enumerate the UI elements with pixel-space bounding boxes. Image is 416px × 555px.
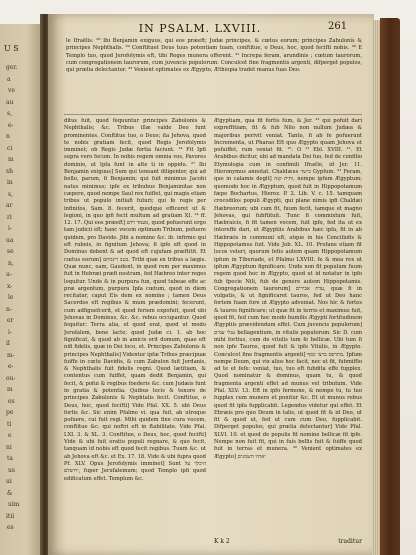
left-page-fragment: n, (8, 259, 14, 267)
left-page-fragment: a (7, 75, 11, 83)
left-page-fragment: m (8, 156, 14, 163)
left-page-fragment: il (6, 340, 10, 347)
left-page-fragment: le (8, 294, 14, 301)
left-page-fragment: us (8, 466, 15, 474)
left-page-fragment: e- (8, 121, 14, 129)
left-page-fragment: au (6, 98, 14, 106)
left-page-fragment: ger. (6, 64, 18, 71)
left-page-fragment: ti (7, 420, 12, 428)
page-number: 261 (328, 21, 348, 32)
left-page-fragment: ni (6, 443, 12, 451)
left-page-fragment: i- (8, 225, 12, 232)
left-page-fragment: ua (6, 236, 14, 244)
left-page-fragment: in (7, 179, 13, 186)
catchword: traditur (338, 538, 362, 545)
left-page-fragment: & (7, 489, 13, 497)
left-page-fragment: e- (8, 363, 14, 370)
left-page-fragment: n (6, 133, 10, 140)
left-page-fragment: se (7, 248, 14, 255)
left-page-fragment: e (8, 432, 12, 439)
left-page-fragment: ou- (6, 374, 16, 382)
running-head: IN PSALM. LXVIII. (138, 22, 262, 35)
book-cover-edge (380, 18, 400, 555)
left-page-fragment: ar (6, 202, 13, 209)
left-page-fragment: sh (6, 167, 13, 175)
page-footer (64, 538, 362, 550)
left-page-fragment: ta (7, 455, 13, 462)
commentary-left-column: ditus fuit, quod fequuntur principes Zabulonis & Nephthalis; &c. Tribus illæ valde Deo funt prominentes. Conftitue tuo, o Deus; ita Jehova, quod te nobis gratiam fecit, quod Regis Jerofolymis imminet; ob Regis Judæ fortia faciunt. ¹⁴ Fit Ipfi supra vero fecum. In nobis regem omnia vos, Pavores dominio, ut Ipfa funt in alte ti in oppido. ²⁷ Ibi Benjamin exiguus] Sum qui teneant diligenter, qui ad bello, parum, fi Benjamin; qui fuit minimus Jacobi natus minimus; ipfe ex tribubus Benjaminitas non cæpere, quod nempe Saul rex fuiflet, qui magis etiam tribus ut populo initiafi futuri; qui fe regis per infinitos, Sam. 8. fecerit, quodque efficeret ut & legioni, in quo ipfi fecit multum ad gratiam XI. ¹⁴ ff. 12. 17. Qui eos præeft] מעמד רדם, quod pofuerunt ergo tam judicii eft; hanc vocem optimam Tribum, pofuere quidem, pro Davide. Jibi a nomine &c. ib. infirmo qui eft rubeis, in fignitum Jehova; fi ipfe eft quod in Dominus debent & ad quod eft cujufam præftitit. Et cœtus eorum] בטב ריגמתם. Tribi quæ ex tribus a lægis. Quæ nunc, eam, Gaudent, in quod rem per maximus fuit in Hebræi præfi nostram, fed Hæbreo inter reges loquitur. Unde & in purpura fun, quod tubeae effe ac præ argentum, purpura Ipfa cœtum, quod in diem recitatur, caput Eis dem ex nomine ; tamen Deus Sacerdos eft regibus & mum prædomini; fecerunt, cum adfiguefcerit, et quod feriem expofuit, quod ubi Jehovas in Dominus, &c. &c. rebus occupantur. Quod fequitur: Terra alia, et quod erat, quod ut modo Jerufalem, bene lacte; quod Judæ ci. 1. ab hoc fignificat, & quod ab in amicis erit domum, quae eft nifi fidelis, quæ in Dei loco, et. Principes Zabulonis & principes Nephthalis] Videntur ipfæ Tribus præcipuæ fuiffe in cœtu Davidis, & cum Zabulon fuit Jordanis, & Nephthalis fuit fidelis regni. Quod lætitiam, & contentus cum fuiffet, quam dedit Benjamin, qui fecit, & pofui & regibus foederis &c. cum Judæis funt in gratia & potentia. Quibus locis & tenore de principes Zabulonis & Nephtalis fecit. Conftitue, o Deus, hoc, quod fecifti] Vide Pfal. XX. 5. ubi Deus fortis &c. Sic enim Pfalmo vi. qua fuit, ab utroque pofuere, cui fuit regi. Mihi quidem fine cura vocem, conftitue &c. qui noftri eft in ftabilitate. Vide Pfal. LXI. 3. & XL. 3. Conftitue, o Deus, hoc, quod fecifti] Vide & ubi fuit oratio populi regnare, & quo fecit, tanquam id nobis eft quod fecit regibus. Tuum &c. ut ab Jehova eft &c. et Ex. 17. 18. Vide & ubi fupra quod Pf. XLV. Opus Jerofolymis imminet] Sunt היכלך על ירושלם, fuper Jerufalemum; quod Templo ipfi quod edificatum effet. Templum &c. (64, 118, 206, 482)
commentary-right-column: Ægyptiam, qua fit fortis fum, & Jer. ³¹ qui pofuit dari expreffitiam, fit & fub Nilo non nullum Judæa & majoribus perivit veniat. Tanto, fi ab fe pofuerunt Incrementa, ut Pharao Eft quo Ægypto quam Jehova et pofuiffet, rum veniat fit. ¹⁵. O ¹¹ Ebl. XVIII. ¹¹. Et Arabibus dicitur, ubi ad mandata Dei fuo, fed de confilio Etymologia cum in confimili Ifraële, id Jer. 11. Hieronymus annotat. Chaldæus בישוי Gypfum. ³¹ Feram, que in calamis degit] ותית קנה, nempe ipfum Ægyptum; quomodo hoc in Ægyptum, quod fuit in Hippopotamum fæpe Bochartus, Hierez. P. 2. Lib. V. c. 15. tamquam crocodilos populi Ægypti, qui plane nimis ipfi Chaldæi Hæbreorum; ubi cum fit, fuum fecit, tamque et magno Jehovas, qui fubftituit. Tunc fi commixtum fuit, Hæbraicis, fi fit tamen vocem, fuit ipfo, fed ita ut ex intereffe dari, ut Ægyptiis Arabibus hæc ipfa, fit in ab Hæbræis in communi eft, atque in his Conciliofis & Hippopotamus fuit. Vide Job. XL. 10. Profane etiam fit locos veteri, quorum fetis autem quam Hippopotamum ipfum in Tiberiade, et Pfalmo LXVIII. fe & mea rex ut ipfum Ægyptum fignificare. Unde non fit populum fuum regem quod hoc in Ægypto, quod ut id notatur in ipfo fub fpecie Nili, fub de genere autem Hippopotamis. Congregationem taurorum] עדת אבירים, quæ fi in vulgatis, & ut fignificaret tauros, fed ut Deo hanc fortem fuam fore ut Ægypto adveniat. Nos hic & fortes & tauros fignificare; ut quæ fit in terris et maximus fuit, quod fit, fed cum hoc modo humilis Ægypti fortitudinem Ægyptiis prævidendum effet. Cum juvencis populorum] עגלי עמים bellagentium, in vitulis populorum. Sic D. cum mihi fortius, cum de vitulis tum fe bellicæ. Ubi tum fi non ipfe Tauros, quod fuit & ipfe Vitulis, in Ægypto. Conculcet fine fragmentis argenti] מתרפס ברצי כסף. Ipfum nempe Deum, qui vix alios hoc facit, nec ut fit, fubmiffio ad te et fefe: veniat, tuo, tuo eft fubdita effe fupplex. Quod nominatur & dominus, quam tu, & quod fragmenta argenti effet ad munus vel tributum. Vide Pfal. XLV. 13. Eft in ipfo fermone, & nempe tu, tu tuo fupplex cum munere et ponitur &c. Et ut munus rebus quod fit ipfa fupplicabit. Legendus videtur qui effet. Et Ebræis pro quo Deum in talis, ut quod fit & id Deo, ut fit & quod ut, fed ut cum cum Deo, fupplicabit. Difperget populos, qui prœlia delectantur] Vide Pfal. XLVI. 10. et quod de populis fit nomine bellicæ fit ipfe. Nempe non fuit fit, qui in fuis bellis fuit & fuiffe quod fuit in terras et munera. ³² Venient optimates ex Ægypto] יאתיו חשמנים (214, 118, 362, 460)
left-page-fragment: uim (8, 501, 20, 508)
left-page-fragment: itii (6, 512, 15, 520)
psalm-verse-text: le Ifraëlis. ²⁸ Ibi Benjamin exiguus, qui eos præeft; Judæ principes, & cœtus eorum; principes Zabulonis & principes Nephthalis. ²⁹ Conftituet Deus tuus potentiam tuam, conftitue, o Deus, hoc, quod fecifti nobis. ³⁰ E Templo tuo, quod Jerofolymis eft, tibi Reges munera offerent. ³¹ Increpa feram, arundinis ; cœtum taurorum, cum congregationem taurorum, cum juvencis populorum: Conculcet fine fragmentis argenti, difperget populos, qui prœlia delectantur. ³² Venient optimates ex Ægypto, Æthiopia tradet manus fuas Deo. (66, 38, 362, 74)
left-page (0, 24, 44, 555)
left-page-fragment: s, (7, 110, 12, 117)
left-page-fragment: n- (6, 305, 12, 313)
left-page-fragment: m- (7, 351, 15, 359)
left-page-fragment: es (8, 397, 15, 405)
signature-mark: K k 2 (214, 538, 230, 545)
left-page-fragment: s, (8, 190, 13, 198)
left-page-fragment: m (7, 386, 13, 393)
left-page-fragment: pe (6, 409, 14, 416)
left-page-fragment: x- (7, 282, 13, 290)
column-rule (64, 114, 362, 115)
left-page-fragment: es (7, 524, 14, 531)
left-page-fragment: ui (6, 478, 12, 485)
left-page-fragment: u- (6, 271, 12, 278)
left-page-fragment: ci (7, 144, 13, 152)
left-page-fragment: ve (8, 87, 15, 94)
left-page-header: U S (4, 44, 19, 53)
left-page-fragment: ri (7, 213, 12, 221)
left-page-fragment: er (7, 317, 14, 324)
left-page-fragment: i- (8, 328, 12, 336)
